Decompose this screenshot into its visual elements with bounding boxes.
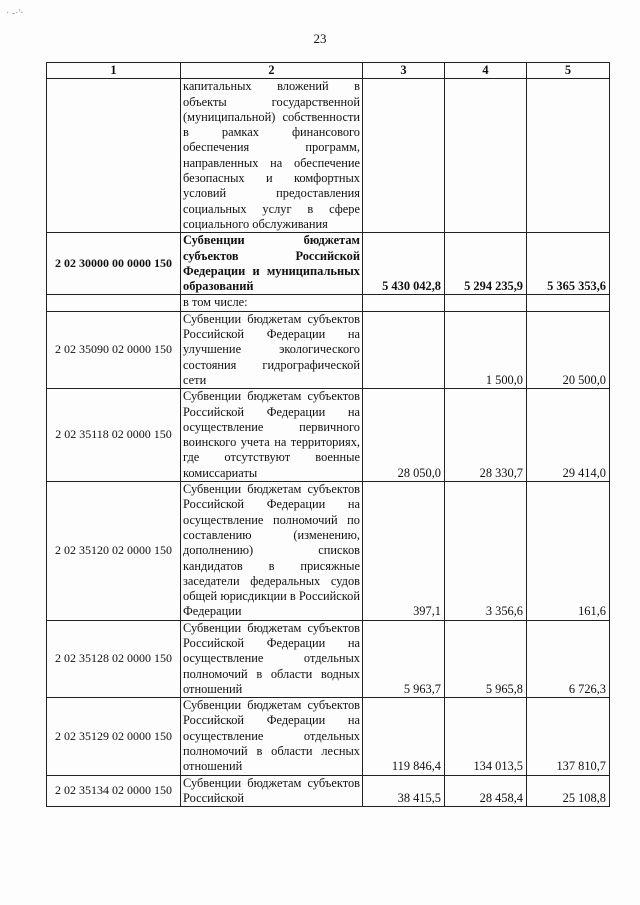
column-header: 5: [527, 63, 610, 79]
column-header: 3: [363, 63, 445, 79]
value-col4-cell: 134 013,5: [445, 698, 527, 775]
value-col5-cell: [527, 79, 610, 233]
value-col4-cell: [445, 79, 527, 233]
table-row: [47, 79, 610, 233]
value-col5-cell: [527, 295, 610, 311]
page-number: 23: [313, 31, 327, 46]
value-col5-cell: 20 500,0: [527, 311, 610, 388]
description-cell: капитальных вложений в объекты государственной (муниципальной) собственности в рамках финансового обеспечения программ, направленных на обеспечение безопасных и комфортных условий предоставления социальных услуг в сфере социального обслуживания: [181, 79, 363, 233]
value-col3-cell: [363, 295, 445, 311]
table-row: [47, 311, 610, 388]
value-col5-cell: 161,6: [527, 482, 610, 621]
table-row: [47, 389, 610, 482]
table-row: [47, 295, 610, 311]
budget-code-cell: 2 02 35118 02 0000 150: [47, 389, 181, 482]
column-header: 4: [445, 63, 527, 79]
table-row: [47, 620, 610, 697]
value-col3-cell: 119 846,4: [363, 698, 445, 775]
description-cell: Субвенции бюджетам субъектов Российской Федерации и муниципальных образований: [181, 233, 363, 295]
column-header: 1: [47, 63, 181, 79]
value-col5-cell: 6 726,3: [527, 620, 610, 697]
value-col3-cell: 5 430 042,8: [363, 233, 445, 295]
value-col4-cell: 5 294 235,9: [445, 233, 527, 295]
budget-code-cell: 2 02 35120 02 0000 150: [47, 482, 181, 621]
value-col5-cell: 5 365 353,6: [527, 233, 610, 295]
table-row: [47, 775, 610, 807]
budget-code-cell: [47, 295, 181, 311]
value-col3-cell: 38 415,5: [363, 775, 445, 807]
value-col3-cell: 397,1: [363, 482, 445, 621]
description-cell: Субвенции бюджетам субъектов Российской Федерации на осуществление первичного воинского учета на территориях, где отсутствуют военные комиссариаты: [181, 389, 363, 482]
value-col3-cell: 5 963,7: [363, 620, 445, 697]
table-row: [47, 482, 610, 621]
description-cell: Субвенции бюджетам субъектов Российской Федерации на улучшение экологического состояния гидрографической сети: [181, 311, 363, 388]
value-col4-cell: 1 500,0: [445, 311, 527, 388]
budget-code-cell: 2 02 30000 00 0000 150: [47, 233, 181, 295]
value-col5-cell: 137 810,7: [527, 698, 610, 775]
value-col4-cell: 3 356,6: [445, 482, 527, 621]
scan-mark: · -·'·: [6, 8, 24, 19]
description-cell: Субвенции бюджетам субъектов Российской Федерации на осуществление отдельных полномочий в области лесных отношений: [181, 698, 363, 775]
description-cell: Субвенции бюджетам субъектов Российской: [181, 775, 363, 807]
value-col3-cell: [363, 79, 445, 233]
table-row: [47, 698, 610, 775]
value-col5-cell: 25 108,8: [527, 775, 610, 807]
budget-code-cell: 2 02 35134 02 0000 150: [47, 775, 181, 807]
budget-code-cell: 2 02 35129 02 0000 150: [47, 698, 181, 775]
description-cell: в том числе:: [181, 295, 363, 311]
value-col3-cell: [363, 311, 445, 388]
column-header: 2: [181, 63, 363, 79]
value-col4-cell: 28 330,7: [445, 389, 527, 482]
value-col3-cell: 28 050,0: [363, 389, 445, 482]
budget-table: [46, 62, 610, 807]
budget-code-cell: [47, 79, 181, 233]
budget-code-cell: 2 02 35090 02 0000 150: [47, 311, 181, 388]
value-col5-cell: 29 414,0: [527, 389, 610, 482]
header-row: [47, 63, 610, 79]
description-cell: Субвенции бюджетам субъектов Российской Федерации на осуществление полномочий по составлению (изменению, дополнению) списков кандидатов в присяжные заседатели федеральных судов общей юрисдикции в Российской Федерации: [181, 482, 363, 621]
value-col4-cell: 5 965,8: [445, 620, 527, 697]
table-body: [47, 79, 610, 807]
table-row: [47, 233, 610, 295]
description-cell: Субвенции бюджетам субъектов Российской Федерации на осуществление отдельных полномочий в области водных отношений: [181, 620, 363, 697]
value-col4-cell: 28 458,4: [445, 775, 527, 807]
budget-code-cell: 2 02 35128 02 0000 150: [47, 620, 181, 697]
value-col4-cell: [445, 295, 527, 311]
